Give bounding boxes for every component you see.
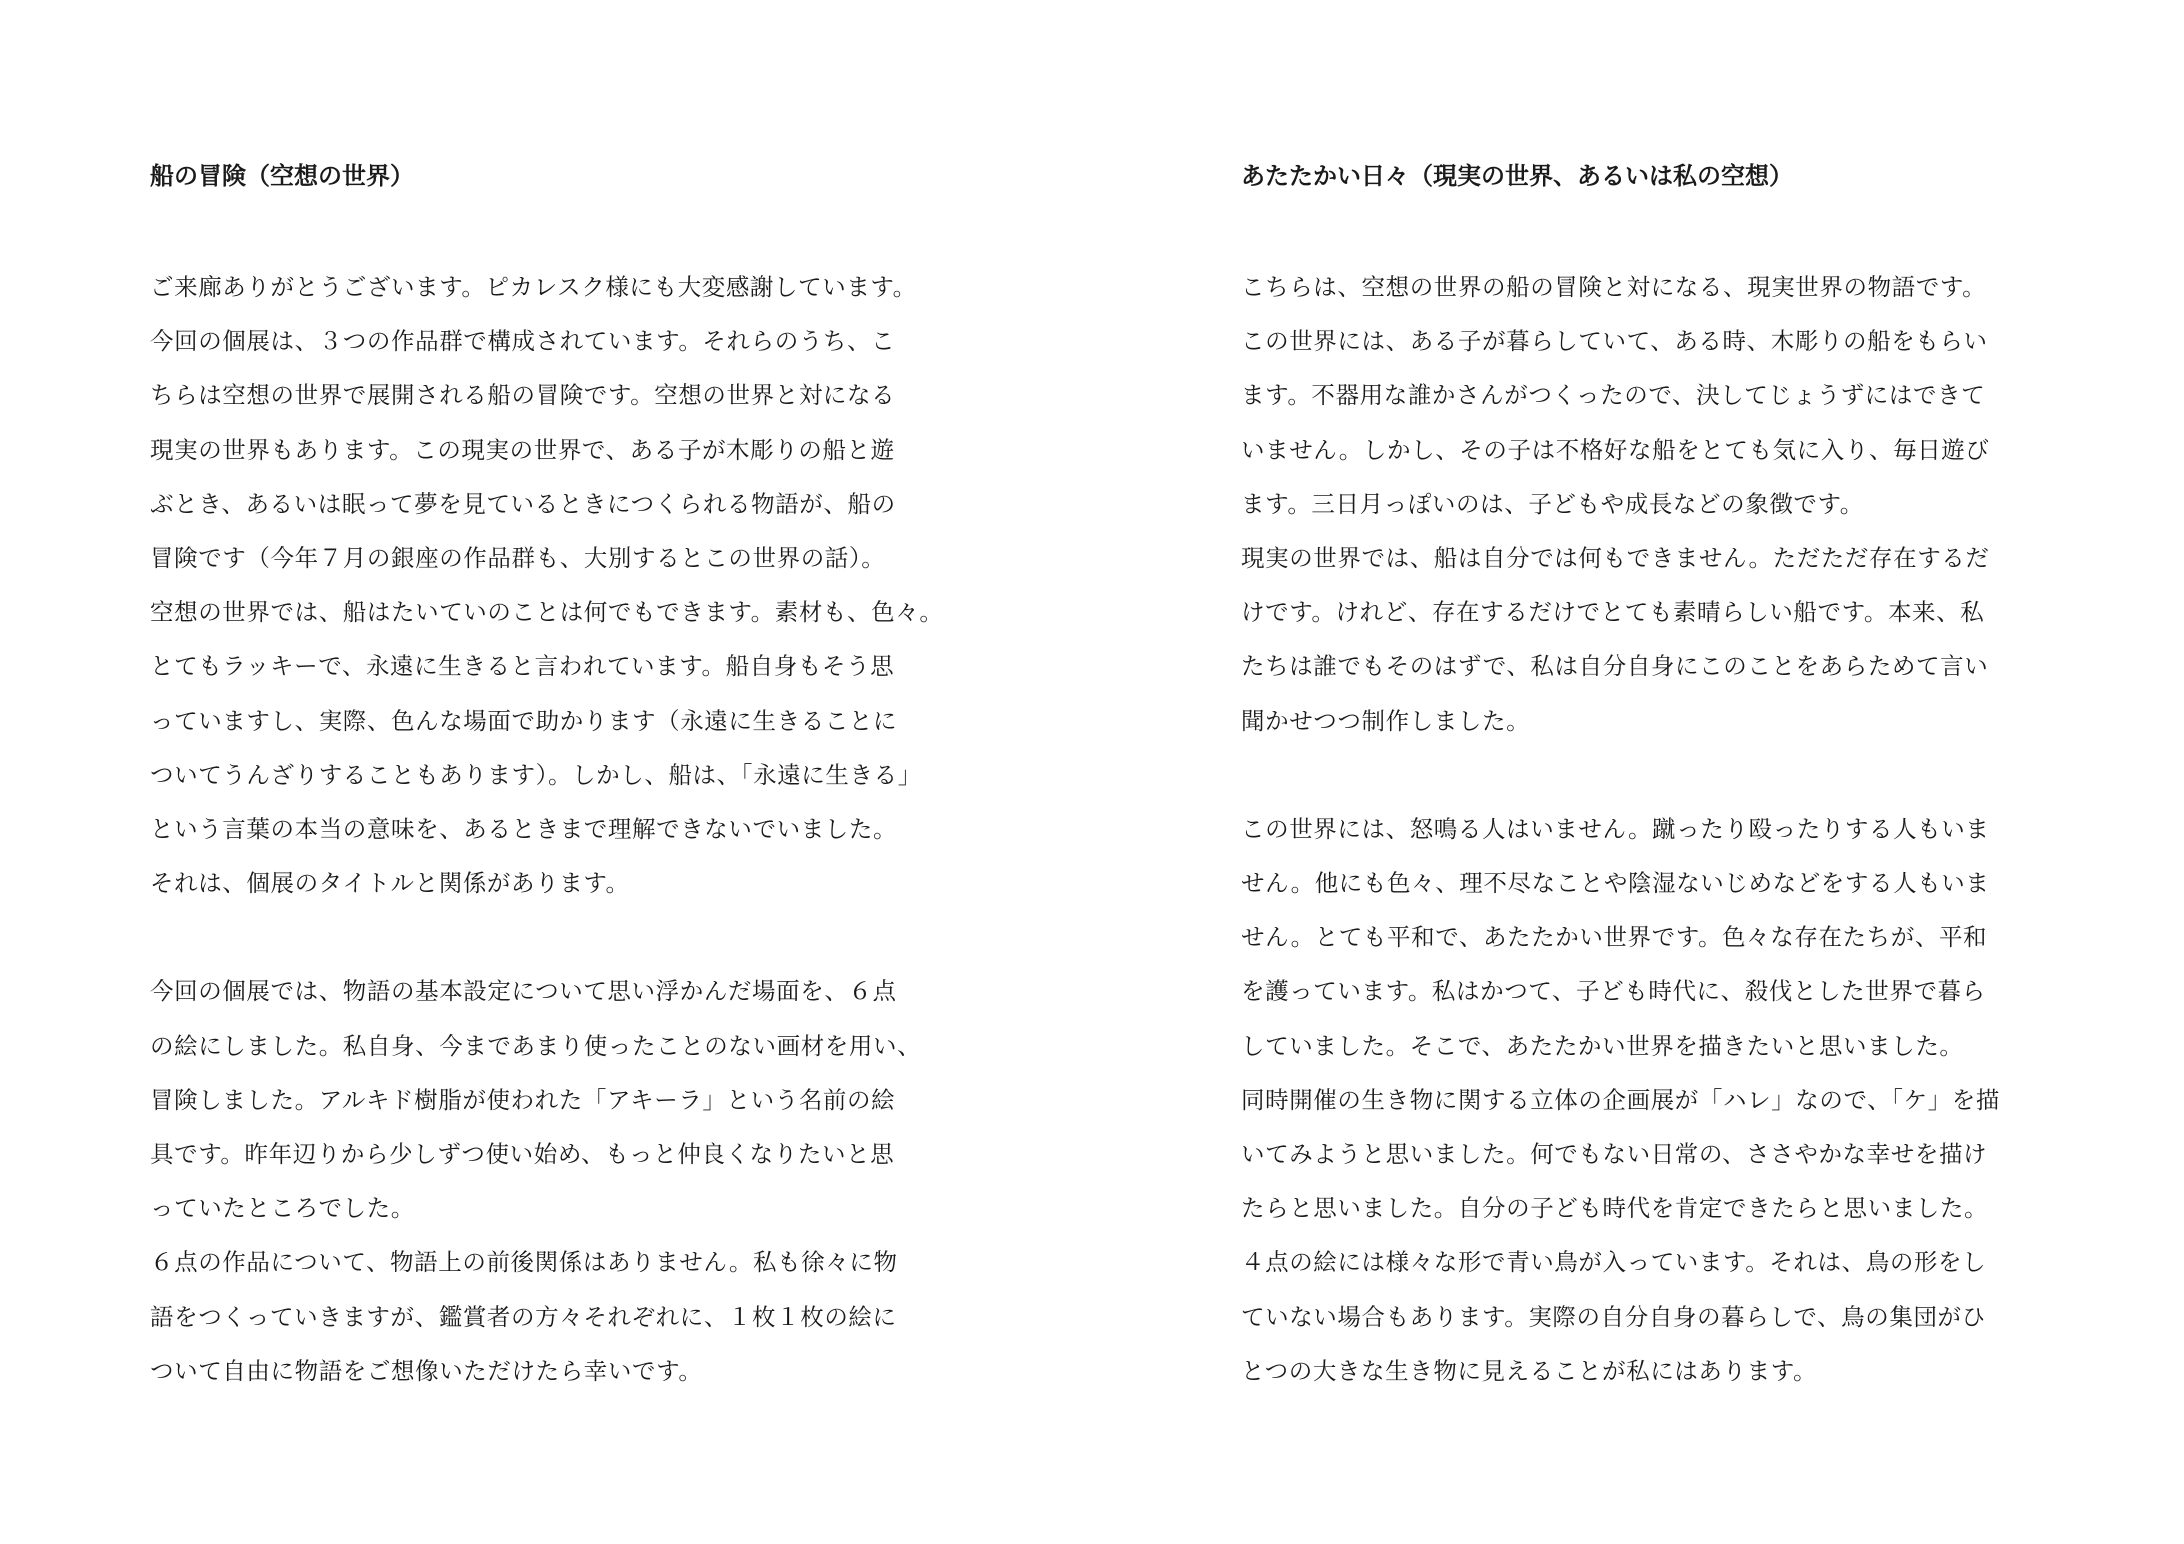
right-paragraph-ship-exists: 現実の世界では、船は自分では何もできません。ただただ存在するだ けです。けれど、存在するだけでとても素晴らしい船です。本来、私 たちは誰でもそのはずで、私は自分自身にこのことをあらためて言い 聞かせつつ制作しました。 bbox=[1241, 544, 1990, 735]
left-page-title: 船の冒険（空想の世界） bbox=[150, 162, 414, 190]
left-paragraph-materials: 今回の個展では、物語の基本設定について思い浮かんだ場面を、６点 の絵にしました。私自身、今まであまり使ったことのない画材を用い、 冒険しました。アルキド樹脂が使われた「アキーラ」という名前の絵 具です。昨年辺りから少しずつ使い始め、もっと仲良くなりたいと思 っていたところでした。 bbox=[150, 977, 922, 1223]
right-page-title: あたたかい日々（現実の世界、あるいは私の空想） bbox=[1241, 162, 1793, 190]
paragraph-gap bbox=[150, 910, 990, 964]
left-paragraph-six-works: ６点の作品について、物語上の前後関係はありません。私も徐々に物 語をつくっていきますが、鑑賞者の方々それぞれに、１枚１枚の絵に ついて自由に物語をご想像いただけたら幸いです。 bbox=[150, 1248, 898, 1385]
left-paragraph-greeting: ご来廊ありがとうございます。ピカレスク様にも大変感謝しています。 今回の個展は、３つの作品群で構成されています。それらのうち、こ ちらは空想の世界で展開される船の冒険です。空想の世界と対になる 現実の世界もあります。この現実の世界で、ある子が木彫りの船と遊 ぶとき、あるいは眠って夢を見ているときにつくられる物語が、船の 冒険です（今年７月の銀座の作品群も、大別するとこの世界の話）。 bbox=[150, 273, 917, 573]
left-page bbox=[150, 152, 990, 1398]
right-paragraph-hare-ke: 同時開催の生き物に関する立体の企画展が「ハレ」なので、「ケ」を描 いてみようと思いました。何でもない日常の、ささやかな幸せを描け たらと思いました。自分の子ども時代を肯定できたらと思いました。 bbox=[1241, 1085, 2000, 1223]
right-paragraph-peaceful-world: この世界には、怒鳴る人はいません。蹴ったり殴ったりする人もいま せん。他にも色々、理不尽なことや陰湿ないじめなどをする人もいま せん。とても平和で、あたたかい世界です。色々な存在たちが、平和 を護っています。私はかつて、子ども時代に、殺伐とした世界で暮ら していました。そこで、あたたかい世界を描きたいと思いました。 bbox=[1241, 814, 1990, 1060]
right-paragraph-real-world: こちらは、空想の世界の船の冒険と対になる、現実世界の物語です。 この世界には、ある子が暮らしていて、ある時、木彫りの船をもらい ます。不器用な誰かさんがつくったので、決してじょうずにはできて いません。しかし、その子は不格好な船をとても気に入り、毎日遊び ます。三日月っぽいのは、子どもや成長などの象徴です。 bbox=[1241, 273, 1990, 518]
right-page bbox=[1241, 152, 2071, 1398]
left-paragraph-imaginary-world: 空想の世界では、船はたいていのことは何でもできます。素材も、色々。 とてもラッキーで、永遠に生きると言われています。船自身もそう思 っていますし、実際、色んな場面で助かります（永遠に生きることに ついてうんざりすることもあります）。しかし、船は、「永遠に生きる」 という言葉の本当の意味を、あるときまで理解できないでいました。 それは、個展のタイトルと関係があります。 bbox=[150, 598, 944, 898]
right-paragraph-blue-bird: ４点の絵には様々な形で青い鳥が入っています。それは、鳥の形をし ていない場合もあります。実際の自分自身の暮らしで、鳥の集団がひ とつの大きな生き物に見えることが私にはあります。 bbox=[1241, 1248, 1987, 1385]
paragraph-gap bbox=[1241, 748, 2071, 802]
